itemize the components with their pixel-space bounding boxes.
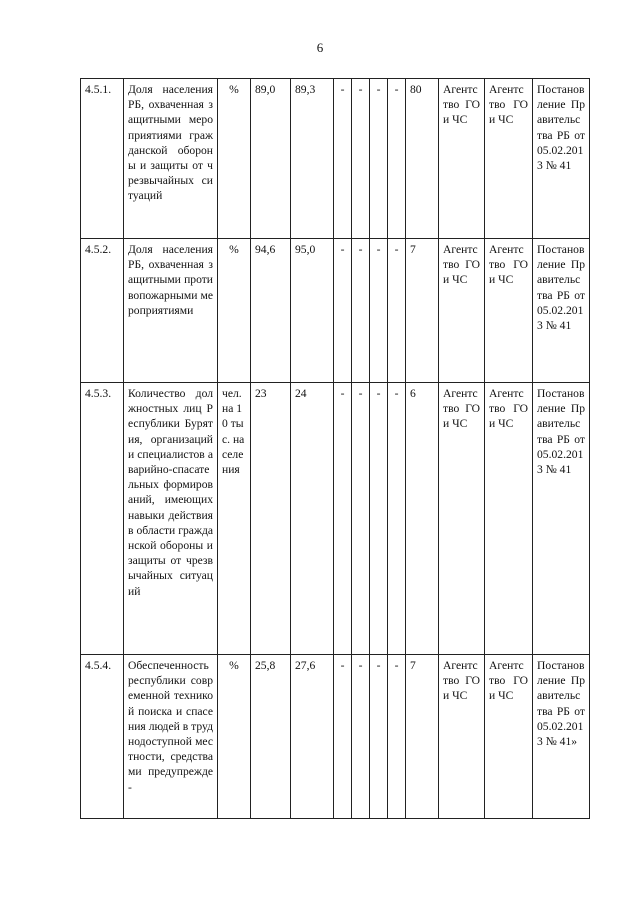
responsible-agency: Агентство ГО и ЧС <box>439 655 485 819</box>
responsible-agency: Агентство ГО и ЧС <box>439 239 485 383</box>
value-4: - <box>352 239 370 383</box>
indicator-name: Доля населения РБ, охваченная защитными противопожарными мероприятиями <box>124 239 218 383</box>
legal-document: Постановление Правительства РБ от 05.02.2013 № 41» <box>533 655 590 819</box>
value-3: - <box>334 655 352 819</box>
unit-of-measure: % <box>218 79 251 239</box>
row-number: 4.5.2. <box>81 239 124 383</box>
value-5: - <box>370 655 388 819</box>
value-6: - <box>388 383 406 655</box>
row-number: 4.5.1. <box>81 79 124 239</box>
value-4: - <box>352 655 370 819</box>
unit-of-measure: % <box>218 239 251 383</box>
value-6: - <box>388 239 406 383</box>
table-row <box>81 383 590 655</box>
value-2: 24 <box>291 383 334 655</box>
table-row <box>81 79 590 239</box>
value-1: 23 <box>251 383 291 655</box>
data-source-agency: Агентство ГО и ЧС <box>485 239 533 383</box>
target-value: 80 <box>406 79 439 239</box>
legal-document: Постановление Правительства РБ от 05.02.2013 № 41 <box>533 239 590 383</box>
value-6: - <box>388 79 406 239</box>
value-1: 89,0 <box>251 79 291 239</box>
row-number: 4.5.3. <box>81 383 124 655</box>
page-number: 6 <box>316 40 324 55</box>
value-1: 94,6 <box>251 239 291 383</box>
table-row <box>81 655 590 819</box>
indicator-name: Обеспеченность республики современной техникой поиска и спасения людей в труднодоступной местности, средствами предупрежде- <box>124 655 218 819</box>
value-2: 27,6 <box>291 655 334 819</box>
indicators-table <box>80 78 590 819</box>
value-5: - <box>370 239 388 383</box>
target-value: 7 <box>406 239 439 383</box>
value-1: 25,8 <box>251 655 291 819</box>
value-3: - <box>334 383 352 655</box>
unit-of-measure: % <box>218 655 251 819</box>
value-2: 95,0 <box>291 239 334 383</box>
target-value: 7 <box>406 655 439 819</box>
table-row <box>81 239 590 383</box>
data-source-agency: Агентство ГО и ЧС <box>485 79 533 239</box>
value-5: - <box>370 79 388 239</box>
value-2: 89,3 <box>291 79 334 239</box>
value-3: - <box>334 239 352 383</box>
indicator-name: Доля населения РБ, охваченная защитными мероприятиями гражданской обороны и защиты от чрезвычайных ситуаций <box>124 79 218 239</box>
value-5: - <box>370 383 388 655</box>
value-6: - <box>388 655 406 819</box>
value-3: - <box>334 79 352 239</box>
legal-document: Постановление Правительства РБ от 05.02.2013 № 41 <box>533 383 590 655</box>
legal-document: Постановление Правительства РБ от 05.02.2013 № 41 <box>533 79 590 239</box>
responsible-agency: Агентство ГО и ЧС <box>439 79 485 239</box>
indicator-name: Количество должностных лиц Республики Бурятия, организаций и специалистов аварийно-спасательных формирований, имеющих навыки действия в области гражданской обороны и защиты от чрезвычайных ситуаций <box>124 383 218 655</box>
responsible-agency: Агентство ГО и ЧС <box>439 383 485 655</box>
unit-of-measure: чел. на 10 тыс. населения <box>218 383 251 655</box>
target-value: 6 <box>406 383 439 655</box>
value-4: - <box>352 383 370 655</box>
row-number: 4.5.4. <box>81 655 124 819</box>
data-source-agency: Агентство ГО и ЧС <box>485 383 533 655</box>
value-4: - <box>352 79 370 239</box>
data-source-agency: Агентство ГО и ЧС <box>485 655 533 819</box>
